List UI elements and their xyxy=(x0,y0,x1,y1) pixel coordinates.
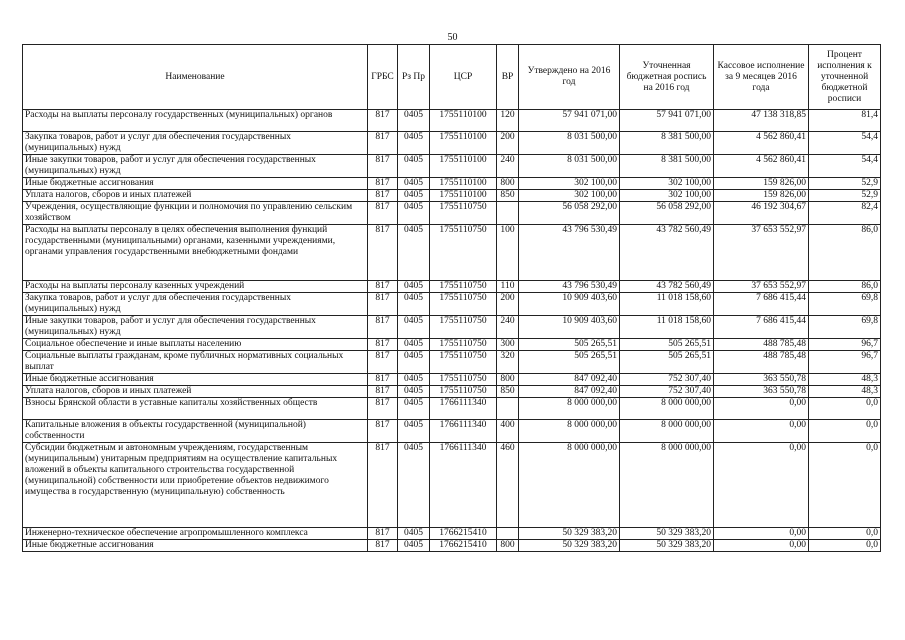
cell-approved: 8 000 000,00 xyxy=(519,420,620,443)
cell-approved: 8 031 500,00 xyxy=(519,155,620,178)
cell-rzpr: 0405 xyxy=(398,281,430,293)
cell-rzpr: 0405 xyxy=(398,225,430,281)
cell-grbs: 817 xyxy=(368,155,398,178)
table-row xyxy=(23,190,881,202)
cell-percent: 0,0 xyxy=(809,420,881,443)
cell-vr: 120 xyxy=(497,110,519,132)
cell-percent: 0,0 xyxy=(809,540,881,552)
cell-csr: 1755110750 xyxy=(430,293,497,316)
cell-approved: 50 329 383,20 xyxy=(519,528,620,540)
cell-grbs: 817 xyxy=(368,110,398,132)
cell-name: Субсидии бюджетным и автономным учреждениям, государственным (муниципальным) унитарным предприятиям на осуществление капитальных вложений в объекты капитального строительства государственной (муниципальной) собственности или приобретение объектов недвижимого имущества в государственную (муниципальную) собственность xyxy=(23,443,368,528)
cell-refined: 8 381 500,00 xyxy=(620,155,714,178)
table-row xyxy=(23,281,881,293)
cell-cash: 159 826,00 xyxy=(714,178,809,190)
cell-refined: 11 018 158,60 xyxy=(620,293,714,316)
cell-grbs: 817 xyxy=(368,540,398,552)
cell-cash: 47 138 318,85 xyxy=(714,110,809,132)
cell-percent: 52,9 xyxy=(809,190,881,202)
cell-vr: 200 xyxy=(497,132,519,155)
header-rzpr: Рз Пр xyxy=(398,45,430,110)
table-row xyxy=(23,528,881,540)
cell-refined: 752 307,40 xyxy=(620,386,714,398)
table-row xyxy=(23,155,881,178)
cell-refined: 8 000 000,00 xyxy=(620,443,714,528)
cell-grbs: 817 xyxy=(368,132,398,155)
cell-refined: 56 058 292,00 xyxy=(620,202,714,225)
cell-name: Иные бюджетные ассигнования xyxy=(23,374,368,386)
cell-approved: 8 031 500,00 xyxy=(519,132,620,155)
table-row xyxy=(23,398,881,420)
cell-approved: 8 000 000,00 xyxy=(519,398,620,420)
cell-refined: 43 782 560,49 xyxy=(620,225,714,281)
cell-csr: 1755110750 xyxy=(430,339,497,351)
cell-name: Иные закупки товаров, работ и услуг для обеспечения государственных (муниципальных) нужд xyxy=(23,155,368,178)
cell-rzpr: 0405 xyxy=(398,351,430,374)
cell-refined: 8 000 000,00 xyxy=(620,398,714,420)
cell-approved: 57 941 071,00 xyxy=(519,110,620,132)
cell-grbs: 817 xyxy=(368,281,398,293)
cell-approved: 43 796 530,49 xyxy=(519,225,620,281)
table-row xyxy=(23,386,881,398)
cell-vr: 460 xyxy=(497,443,519,528)
cell-cash: 0,00 xyxy=(714,420,809,443)
cell-rzpr: 0405 xyxy=(398,443,430,528)
cell-grbs: 817 xyxy=(368,374,398,386)
cell-refined: 8 381 500,00 xyxy=(620,132,714,155)
cell-refined: 302 100,00 xyxy=(620,178,714,190)
table-row xyxy=(23,420,881,443)
cell-grbs: 817 xyxy=(368,316,398,339)
cell-percent: 96,7 xyxy=(809,339,881,351)
cell-csr: 1766111340 xyxy=(430,398,497,420)
cell-vr: 850 xyxy=(497,190,519,202)
cell-rzpr: 0405 xyxy=(398,132,430,155)
cell-name: Расходы на выплаты персоналу в целях обеспечения выполнения функций государственными (муниципальными) органами, казенными учреждениями, органами управления государственными внебюджетными фондами xyxy=(23,225,368,281)
cell-refined: 505 265,51 xyxy=(620,351,714,374)
cell-refined: 50 329 383,20 xyxy=(620,528,714,540)
cell-approved: 847 092,40 xyxy=(519,386,620,398)
cell-name: Капитальные вложения в объекты государственной (муниципальной) собственности xyxy=(23,420,368,443)
header-refined: Уточненная бюджетная роспись на 2016 год xyxy=(620,45,714,110)
cell-name: Учреждения, осуществляющие функции и полномочия по управлению сельским хозяйством xyxy=(23,202,368,225)
cell-percent: 69,8 xyxy=(809,316,881,339)
cell-name: Уплата налогов, сборов и иных платежей xyxy=(23,386,368,398)
cell-csr: 1755110750 xyxy=(430,386,497,398)
header-vr: ВР xyxy=(497,45,519,110)
cell-name: Социальное обеспечение и иные выплаты населению xyxy=(23,339,368,351)
cell-percent: 86,0 xyxy=(809,225,881,281)
cell-percent: 48,3 xyxy=(809,374,881,386)
cell-percent: 52,9 xyxy=(809,178,881,190)
cell-percent: 0,0 xyxy=(809,528,881,540)
cell-grbs: 817 xyxy=(368,398,398,420)
cell-csr: 1755110100 xyxy=(430,190,497,202)
cell-cash: 0,00 xyxy=(714,398,809,420)
table-row xyxy=(23,132,881,155)
cell-rzpr: 0405 xyxy=(398,339,430,351)
cell-name: Иные закупки товаров, работ и услуг для обеспечения государственных (муниципальных) нужд xyxy=(23,316,368,339)
cell-refined: 50 329 383,20 xyxy=(620,540,714,552)
cell-name: Закупка товаров, работ и услуг для обеспечения государственных (муниципальных) нужд xyxy=(23,132,368,155)
cell-vr: 800 xyxy=(497,374,519,386)
cell-csr: 1755110750 xyxy=(430,374,497,386)
cell-vr: 850 xyxy=(497,386,519,398)
cell-percent: 81,4 xyxy=(809,110,881,132)
cell-approved: 302 100,00 xyxy=(519,178,620,190)
cell-grbs: 817 xyxy=(368,339,398,351)
cell-grbs: 817 xyxy=(368,178,398,190)
cell-rzpr: 0405 xyxy=(398,540,430,552)
cell-csr: 1755110750 xyxy=(430,316,497,339)
cell-csr: 1755110750 xyxy=(430,281,497,293)
cell-csr: 1755110100 xyxy=(430,155,497,178)
cell-cash: 7 686 415,44 xyxy=(714,293,809,316)
table-row xyxy=(23,202,881,225)
cell-cash: 7 686 415,44 xyxy=(714,316,809,339)
cell-vr: 240 xyxy=(497,155,519,178)
cell-grbs: 817 xyxy=(368,225,398,281)
table-row xyxy=(23,443,881,528)
cell-csr: 1755110100 xyxy=(430,132,497,155)
cell-name: Расходы на выплаты персоналу государственных (муниципальных) органов xyxy=(23,110,368,132)
table-row xyxy=(23,316,881,339)
cell-csr: 1755110750 xyxy=(430,225,497,281)
cell-rzpr: 0405 xyxy=(398,420,430,443)
cell-cash: 0,00 xyxy=(714,528,809,540)
cell-csr: 1766111340 xyxy=(430,443,497,528)
cell-csr: 1755110750 xyxy=(430,202,497,225)
cell-grbs: 817 xyxy=(368,528,398,540)
cell-approved: 847 092,40 xyxy=(519,374,620,386)
cell-name: Иные бюджетные ассигнования xyxy=(23,178,368,190)
cell-vr: 800 xyxy=(497,540,519,552)
table-row xyxy=(23,225,881,281)
cell-name: Взносы Брянской области в уставные капиталы хозяйственных обществ xyxy=(23,398,368,420)
cell-rzpr: 0405 xyxy=(398,386,430,398)
cell-rzpr: 0405 xyxy=(398,155,430,178)
budget-table xyxy=(22,44,881,552)
header-name: Наименование xyxy=(23,45,368,110)
cell-percent: 48,3 xyxy=(809,386,881,398)
cell-percent: 69,8 xyxy=(809,293,881,316)
cell-cash: 363 550,78 xyxy=(714,374,809,386)
cell-rzpr: 0405 xyxy=(398,293,430,316)
cell-grbs: 817 xyxy=(368,420,398,443)
cell-percent: 0,0 xyxy=(809,443,881,528)
cell-approved: 43 796 530,49 xyxy=(519,281,620,293)
cell-refined: 752 307,40 xyxy=(620,374,714,386)
cell-approved: 505 265,51 xyxy=(519,351,620,374)
cell-cash: 4 562 860,41 xyxy=(714,155,809,178)
cell-csr: 1755110750 xyxy=(430,351,497,374)
cell-percent: 96,7 xyxy=(809,351,881,374)
cell-vr: 800 xyxy=(497,178,519,190)
header-grbs: ГРБС xyxy=(368,45,398,110)
cell-vr: 110 xyxy=(497,281,519,293)
cell-percent: 86,0 xyxy=(809,281,881,293)
cell-name: Закупка товаров, работ и услуг для обеспечения государственных (муниципальных) нужд xyxy=(23,293,368,316)
cell-csr: 1766215410 xyxy=(430,540,497,552)
cell-cash: 488 785,48 xyxy=(714,351,809,374)
cell-rzpr: 0405 xyxy=(398,316,430,339)
table-row xyxy=(23,374,881,386)
table-header-row xyxy=(23,45,881,110)
cell-grbs: 817 xyxy=(368,443,398,528)
cell-vr xyxy=(497,528,519,540)
cell-grbs: 817 xyxy=(368,293,398,316)
cell-vr: 200 xyxy=(497,293,519,316)
cell-rzpr: 0405 xyxy=(398,374,430,386)
cell-approved: 56 058 292,00 xyxy=(519,202,620,225)
page-number: 50 xyxy=(447,32,458,43)
cell-name: Уплата налогов, сборов и иных платежей xyxy=(23,190,368,202)
table-row xyxy=(23,351,881,374)
cell-cash: 159 826,00 xyxy=(714,190,809,202)
cell-vr: 400 xyxy=(497,420,519,443)
cell-vr xyxy=(497,202,519,225)
cell-grbs: 817 xyxy=(368,202,398,225)
cell-cash: 488 785,48 xyxy=(714,339,809,351)
cell-refined: 505 265,51 xyxy=(620,339,714,351)
cell-name: Социальные выплаты гражданам, кроме публичных нормативных социальных выплат xyxy=(23,351,368,374)
cell-cash: 4 562 860,41 xyxy=(714,132,809,155)
cell-grbs: 817 xyxy=(368,386,398,398)
cell-refined: 57 941 071,00 xyxy=(620,110,714,132)
cell-vr: 100 xyxy=(497,225,519,281)
cell-rzpr: 0405 xyxy=(398,178,430,190)
header-percent: Процент исполнения к уточненной бюджетной росписи xyxy=(809,45,881,110)
table-row xyxy=(23,178,881,190)
cell-csr: 1766215410 xyxy=(430,528,497,540)
cell-csr: 1755110100 xyxy=(430,110,497,132)
header-approved: Утверждено на 2016 год xyxy=(519,45,620,110)
table-row xyxy=(23,540,881,552)
table-row xyxy=(23,339,881,351)
cell-cash: 37 653 552,97 xyxy=(714,225,809,281)
table-row xyxy=(23,293,881,316)
cell-rzpr: 0405 xyxy=(398,202,430,225)
cell-name: Иные бюджетные ассигнования xyxy=(23,540,368,552)
cell-rzpr: 0405 xyxy=(398,398,430,420)
cell-cash: 37 653 552,97 xyxy=(714,281,809,293)
cell-percent: 0,0 xyxy=(809,398,881,420)
cell-percent: 82,4 xyxy=(809,202,881,225)
cell-cash: 0,00 xyxy=(714,540,809,552)
cell-refined: 43 782 560,49 xyxy=(620,281,714,293)
cell-grbs: 817 xyxy=(368,190,398,202)
cell-cash: 46 192 304,67 xyxy=(714,202,809,225)
cell-vr xyxy=(497,398,519,420)
cell-refined: 302 100,00 xyxy=(620,190,714,202)
cell-rzpr: 0405 xyxy=(398,528,430,540)
cell-csr: 1755110100 xyxy=(430,178,497,190)
cell-cash: 0,00 xyxy=(714,443,809,528)
header-cash: Кассовое исполнение за 9 месяцев 2016 года xyxy=(714,45,809,110)
cell-name: Расходы на выплаты персоналу казенных учреждений xyxy=(23,281,368,293)
cell-percent: 54,4 xyxy=(809,132,881,155)
cell-vr: 320 xyxy=(497,351,519,374)
cell-approved: 302 100,00 xyxy=(519,190,620,202)
header-csr: ЦСР xyxy=(430,45,497,110)
cell-percent: 54,4 xyxy=(809,155,881,178)
cell-vr: 300 xyxy=(497,339,519,351)
cell-csr: 1766111340 xyxy=(430,420,497,443)
cell-grbs: 817 xyxy=(368,351,398,374)
cell-approved: 50 329 383,20 xyxy=(519,540,620,552)
table-row xyxy=(23,110,881,132)
cell-approved: 8 000 000,00 xyxy=(519,443,620,528)
cell-approved: 10 909 403,60 xyxy=(519,293,620,316)
cell-refined: 8 000 000,00 xyxy=(620,420,714,443)
cell-name: Инженерно-техническое обеспечение агропромышленного комплекса xyxy=(23,528,368,540)
cell-vr: 240 xyxy=(497,316,519,339)
cell-refined: 11 018 158,60 xyxy=(620,316,714,339)
cell-rzpr: 0405 xyxy=(398,190,430,202)
cell-rzpr: 0405 xyxy=(398,110,430,132)
cell-approved: 505 265,51 xyxy=(519,339,620,351)
cell-approved: 10 909 403,60 xyxy=(519,316,620,339)
cell-cash: 363 550,78 xyxy=(714,386,809,398)
